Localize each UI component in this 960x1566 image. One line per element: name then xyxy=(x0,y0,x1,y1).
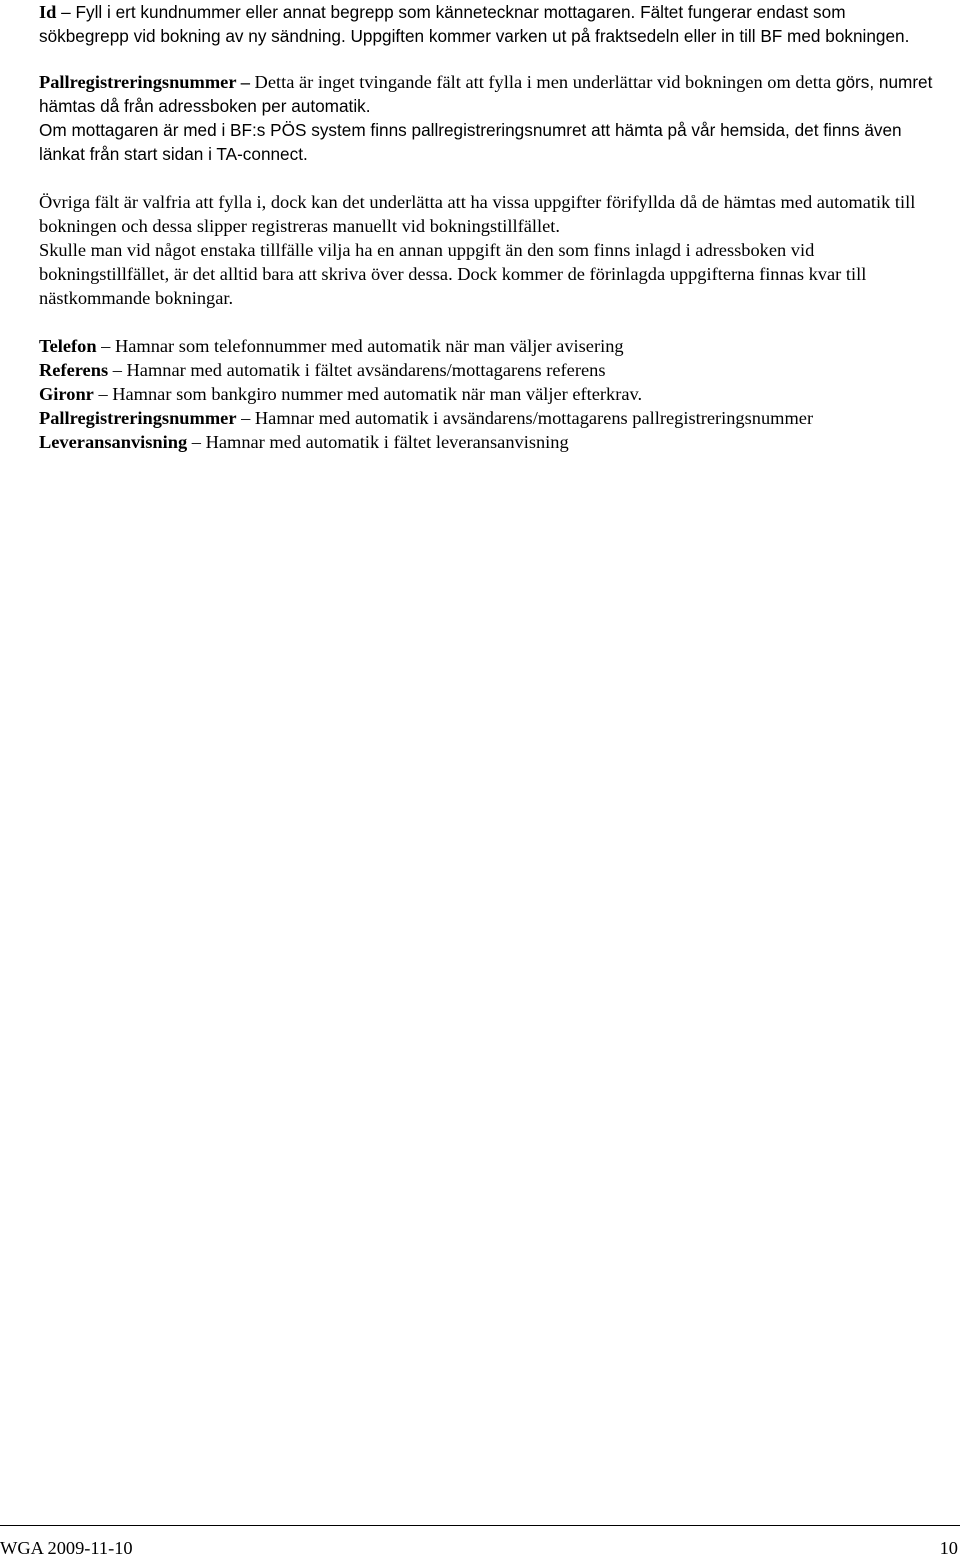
optional-fields-intro: Övriga fält är valfria att fylla i, dock kan det underlätta att ha vissa uppgifter förifyllda då de hämtas med automatik till bokningen och dessa slipper registreras manuellt vid bokningstillfället. xyxy=(39,192,916,236)
field-text: – Hamnar som bankgiro nummer med automatik när man väljer efterkrav. xyxy=(93,384,643,404)
page-number: 10 xyxy=(939,1538,958,1558)
field-text: – Hamnar med automatik i fältet avsändarens/mottagarens referens xyxy=(108,360,606,380)
pallregistrering-text-continued: görs, numret hämtas då från adressboken per automatik. xyxy=(39,72,933,116)
pallregistrering-description xyxy=(39,70,939,118)
field-item-leveransanvisning xyxy=(39,430,939,454)
field-item-pallregistreringsnummer xyxy=(39,406,939,430)
field-item-gironr xyxy=(39,382,939,406)
page-footer xyxy=(0,1525,960,1566)
footer-document-date: WGA 2009-11-10 xyxy=(0,1538,133,1558)
field-term: Referens xyxy=(39,360,109,380)
id-text: – Fyll i ert kundnummer eller annat begrepp som kännetecknar mottagaren. Fältet fungerar endast som sökbegrepp vid bokning av ny sändning. Uppgiften kommer varken ut på fraktsedeln eller in till BF med bokningen. xyxy=(39,2,910,46)
field-list xyxy=(39,334,939,454)
field-term: Leveransanvisning xyxy=(39,432,188,452)
field-term: Pallregistreringsnummer xyxy=(39,408,237,428)
id-description xyxy=(39,0,939,48)
field-item-telefon xyxy=(39,334,939,358)
pallregistrering-term: Pallregistreringsnummer – xyxy=(39,72,250,92)
field-term: Telefon xyxy=(39,336,97,356)
optional-fields-override: Skulle man vid något enstaka tillfälle vilja ha en annan uppgift än den som finns inlagd i adressboken vid bokningstillfället, är det alltid bara att skriva över dessa. Dock kommer de förinlagda uppgifterna finnas kvar till nästkommande bokningar. xyxy=(39,240,867,308)
id-term: Id xyxy=(39,2,57,22)
document-page xyxy=(39,0,939,454)
field-term: Gironr xyxy=(39,384,94,404)
field-text: – Hamnar med automatik i avsändarens/mottagarens pallregistreringsnummer xyxy=(236,408,814,428)
field-text: – Hamnar som telefonnummer med automatik när man väljer avisering xyxy=(96,336,624,356)
field-item-referens xyxy=(39,358,939,382)
pos-description: Om mottagaren är med i BF:s PÖS system finns pallregistreringsnumret att hämta på vår hemsida, det finns även länkat från start sidan i TA-connect. xyxy=(39,120,902,164)
pallregistrering-text: Detta är inget tvingande fält att fylla i men underlättar vid bokningen om detta xyxy=(249,72,832,92)
field-text: – Hamnar med automatik i fältet leveransanvisning xyxy=(187,432,569,452)
